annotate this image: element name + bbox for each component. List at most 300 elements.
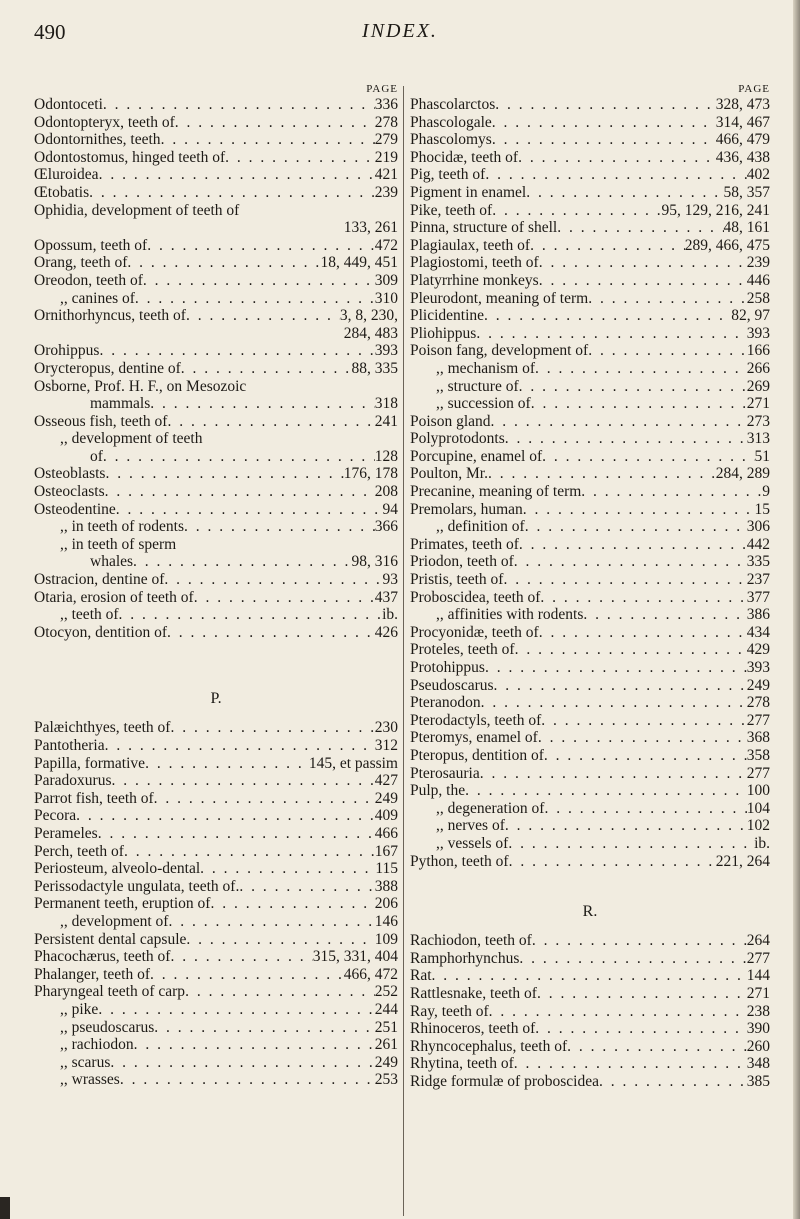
dot-leader — [124, 843, 375, 861]
dot-leader — [164, 571, 382, 589]
entry-term: ,, development of teeth — [60, 430, 203, 448]
dot-leader — [503, 571, 746, 589]
entry-term: Orycteropus, dentine of — [34, 359, 181, 377]
entry-term: Proteles, teeth of — [410, 641, 515, 659]
entry-term: Perissodactyle ungulata, teeth of. — [34, 877, 240, 895]
dot-leader — [492, 114, 716, 132]
index-entry — [410, 1073, 770, 1091]
entry-pages: 260 — [746, 1037, 770, 1055]
entry-term: mammals — [90, 395, 151, 413]
entry-pages: 312 — [374, 737, 398, 754]
dot-leader — [239, 202, 398, 220]
index-entry — [410, 835, 770, 853]
index-entry — [410, 1038, 770, 1056]
dot-leader — [485, 659, 747, 677]
dot-leader — [194, 589, 375, 607]
dot-leader — [112, 772, 375, 790]
entry-term: Priodon, teeth of — [410, 553, 514, 571]
dot-leader — [519, 378, 747, 396]
index-entry — [410, 413, 770, 431]
dot-leader — [514, 1055, 747, 1073]
entry-pages: 313 — [746, 430, 770, 448]
entry-pages: 230 — [374, 719, 398, 737]
entry-term: ,, wrasses — [60, 1071, 120, 1089]
index-entry — [410, 430, 770, 448]
index-entry — [34, 360, 398, 378]
entry-term: ,, development of — [60, 912, 169, 930]
index-entry — [34, 448, 398, 466]
index-entry — [410, 606, 770, 624]
dot-leader — [239, 878, 374, 896]
entry-term: Pteropus, dentition of — [410, 746, 544, 764]
entry-pages: 95, 129, 216, 241 — [661, 201, 770, 219]
dot-leader — [170, 719, 374, 737]
index-entry — [410, 237, 770, 255]
entry-pages: 239 — [746, 254, 770, 272]
index-entry — [410, 518, 770, 536]
dot-leader — [491, 413, 747, 431]
entry-pages: 429 — [746, 641, 770, 659]
index-entry — [34, 465, 398, 483]
entry-pages: 466, 479 — [715, 131, 770, 149]
index-entry — [410, 536, 770, 554]
index-entry — [34, 307, 398, 325]
entry-pages: 386 — [746, 606, 770, 624]
entry-term: Plicidentine — [410, 307, 485, 325]
entry-pages: 426 — [374, 623, 398, 641]
entry-pages: 109 — [374, 930, 398, 948]
entry-term: Pristis, teeth of — [410, 571, 504, 589]
index-entry — [34, 825, 398, 843]
entry-pages: 277 — [746, 764, 770, 782]
index-entry — [410, 694, 770, 712]
index-entry — [410, 114, 770, 132]
index-entry — [34, 983, 398, 1001]
entry-term: Parrot fish, teeth of — [34, 789, 154, 807]
dot-leader — [145, 755, 309, 773]
entry-term: Periosteum, alveolo-dental — [34, 860, 201, 878]
entries-r — [410, 932, 770, 1090]
index-entry — [410, 149, 770, 167]
index-entry — [410, 378, 770, 396]
entry-term: Osseous fish, teeth of — [34, 412, 168, 430]
entry-term: ,, mechanism of — [436, 359, 536, 377]
entry-term: Poulton, Mr. — [410, 465, 488, 483]
entry-term: Phascolarctos — [410, 96, 496, 113]
entry-pages: 273 — [746, 412, 770, 430]
index-entry — [34, 254, 398, 272]
dot-leader — [103, 96, 375, 114]
index-entry — [410, 624, 770, 642]
entry-pages: 284, 483 — [343, 324, 398, 342]
dot-leader — [531, 395, 747, 413]
dot-leader — [181, 360, 352, 378]
entry-pages: 146 — [374, 912, 398, 930]
entry-pages: 335 — [746, 553, 770, 571]
entry-term: ,, definition of — [436, 518, 525, 536]
dot-leader — [76, 807, 375, 825]
dot-leader — [116, 501, 383, 519]
entry-term: Ray, teeth of — [410, 1002, 489, 1020]
index-entry — [410, 465, 770, 483]
entry-pages: 421 — [374, 166, 398, 184]
dot-leader — [133, 553, 351, 571]
entry-pages: 358 — [746, 746, 770, 764]
index-entry — [34, 843, 398, 861]
section-letter-p: P. — [210, 690, 222, 708]
entry-pages: 249 — [374, 789, 398, 807]
entry-pages: 133, 261 — [343, 219, 398, 237]
index-entry — [34, 202, 398, 220]
index-entry — [410, 950, 770, 968]
entry-term: Phalanger, teeth of — [34, 965, 151, 983]
entry-term: Œtobatis — [34, 183, 90, 201]
dot-leader — [480, 765, 747, 783]
index-entry — [34, 184, 398, 202]
entry-pages: 266 — [746, 359, 770, 377]
entry-pages: 466, 472 — [343, 965, 398, 983]
index-entry — [410, 589, 770, 607]
page-column-label: PAGE — [738, 83, 770, 95]
dot-leader — [465, 782, 747, 800]
entry-term: Pig, teeth of — [410, 166, 486, 184]
entry-term: Permanent teeth, eruption of — [34, 895, 211, 913]
entry-term: Odontostomus, hinged teeth of — [34, 148, 226, 166]
entry-pages: 278 — [746, 694, 770, 712]
index-entry — [410, 1003, 770, 1021]
index-entry — [34, 860, 398, 878]
index-entry — [34, 290, 398, 308]
dot-leader — [494, 677, 747, 695]
index-entry — [34, 913, 398, 931]
index-entry — [410, 985, 770, 1003]
dot-leader — [34, 325, 344, 343]
entries-o — [34, 96, 398, 641]
entry-pages: 98, 316 — [351, 553, 398, 571]
dot-leader — [120, 1071, 375, 1089]
dot-leader — [539, 624, 747, 642]
entry-pages: 237 — [746, 571, 770, 589]
dot-leader — [186, 931, 374, 949]
entry-term: Porcupine, enamel of — [410, 447, 543, 465]
entry-term: Pecora — [34, 807, 77, 825]
entry-term: Proboscidea, teeth of — [410, 588, 541, 606]
index-entry — [410, 166, 770, 184]
index-entry — [34, 149, 398, 167]
dot-leader — [210, 895, 374, 913]
entry-term: Phascolomys — [410, 131, 492, 149]
entry-term: Ridge formulæ of proboscidea — [410, 1072, 599, 1090]
index-entry — [410, 342, 770, 360]
dot-leader — [535, 360, 747, 378]
index-entry — [34, 772, 398, 790]
entry-term: Persistent dental capsule — [34, 930, 187, 948]
dot-leader — [176, 536, 398, 554]
index-entry — [410, 483, 770, 501]
entry-pages: 393 — [746, 324, 770, 342]
dot-leader — [495, 96, 716, 114]
entry-term: Ophidia, development of teeth of — [34, 201, 240, 219]
dot-leader — [150, 966, 344, 984]
entry-term: Odontopteryx, teeth of — [34, 113, 175, 131]
entry-pages: 104 — [746, 799, 770, 817]
entries-p — [410, 96, 770, 870]
entry-pages: 252 — [374, 983, 398, 1001]
dot-leader — [541, 712, 746, 730]
dot-leader — [532, 932, 747, 950]
entry-pages: 219 — [374, 148, 398, 166]
entry-term: Pteranodon — [410, 694, 481, 712]
index-column-left — [34, 82, 398, 1089]
index-entry — [410, 254, 770, 272]
entry-term: Phocidæ, teeth of — [410, 148, 519, 166]
index-entry — [410, 325, 770, 343]
dot-leader — [540, 589, 746, 607]
dot-leader — [154, 1019, 374, 1037]
entry-pages: 314, 467 — [715, 113, 770, 131]
entry-term: Pike, teeth of — [410, 201, 493, 219]
entry-term: Protohippus — [410, 659, 485, 676]
index-entry — [34, 518, 398, 536]
index-entry — [410, 307, 770, 325]
dot-leader — [432, 967, 747, 985]
entry-term: Polyprotodonts — [410, 430, 505, 448]
index-entry — [34, 325, 398, 343]
page-column-label: PAGE — [366, 83, 398, 95]
dot-leader — [481, 694, 747, 712]
dot-leader — [150, 395, 374, 413]
entry-pages: 221, 264 — [715, 852, 770, 870]
index-column-right — [410, 82, 770, 1090]
dot-leader — [489, 1003, 747, 1021]
dot-leader — [567, 1038, 747, 1056]
entry-term: Oreodon, teeth of — [34, 271, 143, 289]
entry-pages: 315, 331, 404 — [312, 948, 398, 966]
dot-leader — [161, 131, 375, 149]
page-header — [0, 20, 800, 48]
entry-term: Odontornithes, teeth — [34, 131, 161, 149]
entry-term: ,, pike — [60, 1000, 99, 1018]
column-divider — [403, 86, 404, 1216]
index-entry — [410, 448, 770, 466]
entry-term: Phascologale — [410, 113, 492, 131]
entry-term: Osteodentine — [34, 500, 116, 518]
dot-leader — [485, 166, 746, 184]
entry-pages: 269 — [746, 377, 770, 395]
entry-term: ,, pseudoscarus — [60, 1018, 155, 1036]
dot-leader — [518, 149, 716, 167]
index-entry — [34, 395, 398, 413]
index-entry — [410, 501, 770, 519]
index-entry — [410, 932, 770, 950]
index-entry — [410, 395, 770, 413]
entry-pages: 176, 178 — [343, 465, 398, 483]
dot-leader — [542, 448, 754, 466]
entry-term: Pulp, the — [410, 782, 466, 800]
entry-term: Ostracion, dentine of — [34, 571, 165, 589]
index-entry — [34, 237, 398, 255]
index-entry — [410, 967, 770, 985]
dot-leader — [103, 448, 375, 466]
dot-leader — [143, 272, 375, 290]
dot-leader — [147, 237, 375, 255]
dot-leader — [519, 950, 746, 968]
index-entry — [34, 166, 398, 184]
entry-pages: 366 — [374, 518, 398, 536]
dot-leader — [202, 430, 398, 448]
entry-pages: 82, 97 — [731, 307, 770, 325]
index-entry — [34, 755, 398, 773]
index-entry — [34, 571, 398, 589]
entry-term: Otocyon, dentition of — [34, 623, 168, 641]
index-entry — [34, 378, 398, 396]
index-entry — [410, 729, 770, 747]
index-entry — [34, 878, 398, 896]
dot-leader — [588, 342, 747, 360]
index-entry — [34, 1001, 398, 1019]
entry-pages: 48, 161 — [723, 219, 770, 237]
entry-pages: 385 — [746, 1072, 770, 1090]
index-entry — [410, 800, 770, 818]
dot-leader — [175, 114, 375, 132]
entry-pages: 94 — [382, 500, 398, 518]
entry-term: Rattlesnake, teeth of — [410, 984, 537, 1002]
index-entry — [410, 202, 770, 220]
entry-pages: 100 — [746, 782, 770, 800]
entry-pages: 437 — [374, 588, 398, 606]
dot-leader — [515, 641, 747, 659]
entry-term: Platyrrhine monkeys — [410, 271, 539, 289]
index-entry — [34, 895, 398, 913]
index-entry — [34, 966, 398, 984]
dot-leader — [167, 413, 374, 431]
entry-pages: 249 — [374, 1053, 398, 1071]
entry-pages: 261 — [374, 1036, 398, 1054]
index-entry — [410, 677, 770, 695]
entry-term: of — [90, 447, 103, 465]
index-entry — [34, 1036, 398, 1054]
entry-pages: 442 — [746, 535, 770, 553]
dot-leader — [583, 606, 746, 624]
entry-pages: 278 — [374, 113, 398, 131]
index-entry — [410, 96, 770, 114]
index-entry — [34, 553, 398, 571]
index-entry — [410, 853, 770, 871]
entry-pages: 436, 438 — [715, 148, 770, 166]
entry-term: Premolars, human — [410, 500, 523, 518]
entry-term: ,, in teeth of sperm — [60, 535, 177, 553]
entry-term: Pteromys, enamel of — [410, 729, 538, 747]
entry-term: Rhyncocephalus, teeth of — [410, 1037, 568, 1055]
index-entry — [410, 817, 770, 835]
index-entry — [34, 719, 398, 737]
index-entry — [34, 790, 398, 808]
dot-leader — [135, 290, 375, 308]
entry-term: Pliohippus — [410, 324, 477, 342]
entry-pages: 310 — [374, 289, 398, 307]
entry-pages: 253 — [374, 1071, 398, 1089]
dot-leader — [599, 1073, 747, 1091]
entry-term: Primates, teeth of — [410, 535, 519, 553]
entry-pages: 244 — [374, 1000, 398, 1018]
dot-leader — [581, 483, 762, 501]
dot-leader — [519, 536, 747, 554]
entry-pages: 167 — [374, 842, 398, 860]
entry-term: ,, in teeth of rodents — [60, 518, 184, 536]
dot-leader — [523, 501, 755, 519]
entry-term: Orang, teeth of — [34, 254, 128, 272]
entry-term: ,, canines of — [60, 289, 135, 307]
entry-term: Rhytina, teeth of — [410, 1055, 514, 1073]
entry-term: ,, scarus — [60, 1053, 111, 1071]
entry-term: Pleurodont, meaning of term — [410, 289, 589, 307]
entry-pages: 393 — [374, 342, 398, 360]
index-entry — [34, 807, 398, 825]
running-head: INDEX. — [362, 20, 438, 42]
entry-term: Perch, teeth of — [34, 842, 124, 860]
index-entry — [410, 659, 770, 677]
entry-term: Ornithorhyncus, teeth of — [34, 307, 186, 325]
entry-pages: 368 — [746, 729, 770, 747]
entry-term: Orohippus — [34, 342, 100, 360]
entry-pages: 279 — [374, 131, 398, 149]
entry-pages: 264 — [746, 932, 770, 950]
entry-pages: 251 — [374, 1018, 398, 1036]
entry-term: Rachiodon, teeth of — [410, 932, 532, 950]
entry-pages: 18, 449, 451 — [320, 254, 398, 272]
index-entry — [410, 184, 770, 202]
dot-leader — [505, 817, 747, 835]
entry-term: Phacochærus, teeth of — [34, 948, 171, 966]
index-entry — [410, 553, 770, 571]
entry-pages: 51 — [754, 447, 770, 465]
dot-leader — [105, 737, 375, 755]
dot-leader — [34, 219, 344, 237]
entry-pages: 128 — [374, 447, 398, 465]
dot-leader — [184, 518, 375, 536]
entry-pages: 336 — [374, 96, 398, 113]
entry-term: Osborne, Prof. H. F., on Mesozoic — [34, 377, 247, 395]
entry-pages: 409 — [374, 807, 398, 825]
index-entry — [34, 606, 398, 624]
index-entry — [410, 782, 770, 800]
dot-leader — [514, 553, 747, 571]
dot-leader — [168, 913, 374, 931]
dot-leader — [535, 1020, 746, 1038]
dot-leader — [200, 860, 375, 878]
dot-leader — [105, 465, 343, 483]
dot-leader — [476, 325, 746, 343]
entry-term: Perameles — [34, 824, 98, 842]
index-entry — [410, 747, 770, 765]
dot-leader — [537, 985, 747, 1003]
index-entry — [34, 536, 398, 554]
index-entry — [34, 413, 398, 431]
entry-term: Poison fang, development of — [410, 342, 589, 360]
entry-term: Pseudoscarus — [410, 676, 494, 694]
entry-pages: 393 — [746, 659, 770, 676]
entry-term: Paradoxurus — [34, 772, 112, 790]
entry-pages: 115 — [375, 860, 398, 878]
index-entry — [410, 1055, 770, 1073]
dot-leader — [525, 518, 747, 536]
index-entry — [34, 131, 398, 149]
entry-term: Rhinoceros, teeth of — [410, 1020, 536, 1038]
entry-term: ,, vessels of — [436, 834, 509, 852]
dot-leader — [154, 790, 375, 808]
entry-pages: 318 — [374, 395, 398, 413]
entry-term: Ramphorhynchus — [410, 949, 520, 967]
